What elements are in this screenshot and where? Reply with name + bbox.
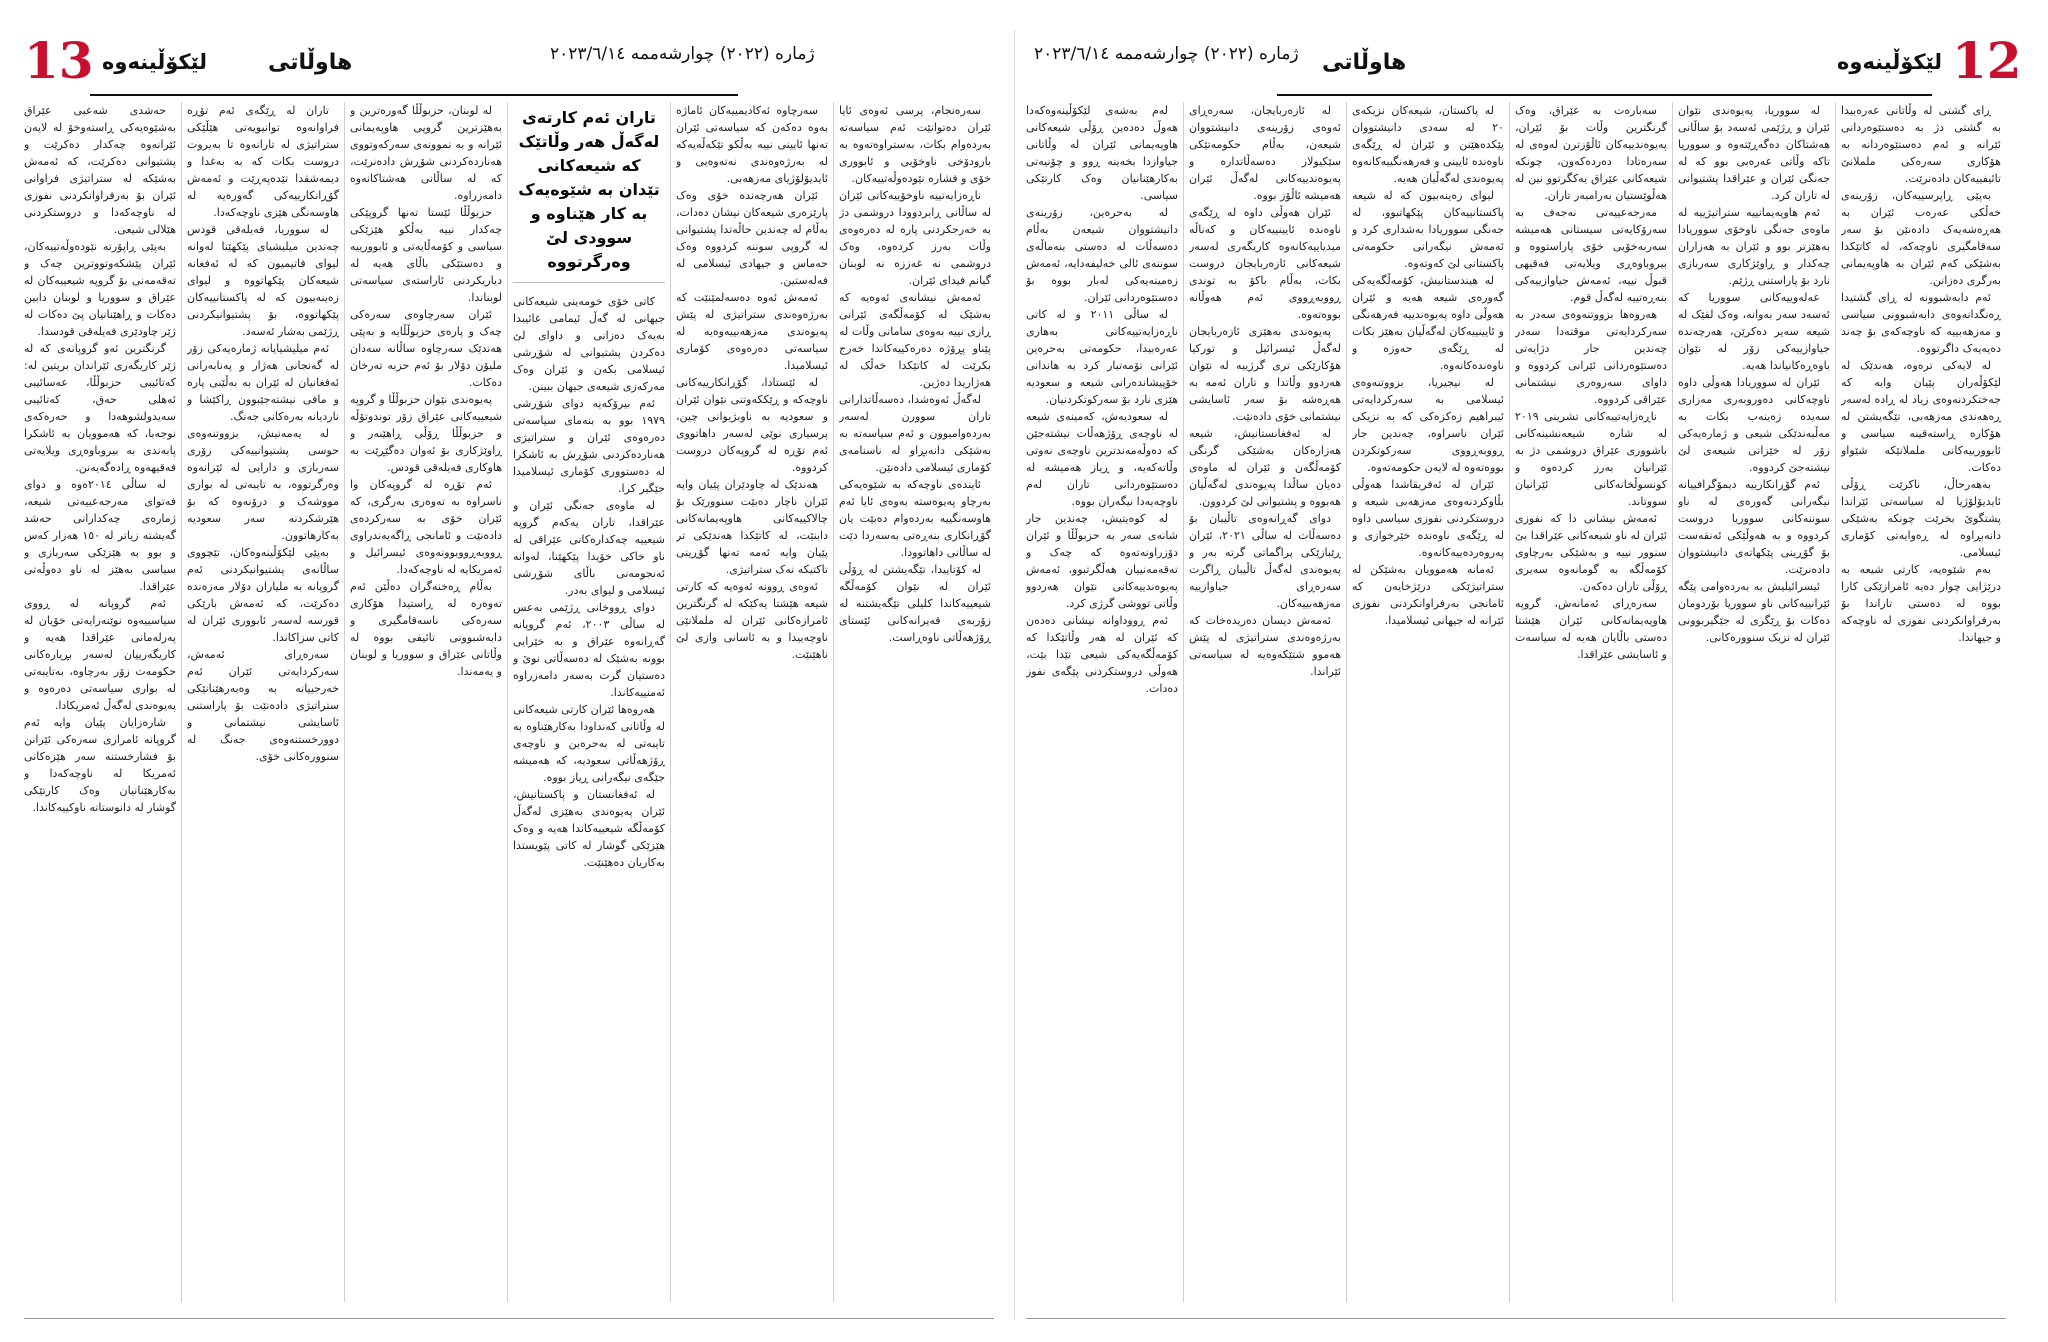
paragraph: بەڵام ڕەخنەگران دەڵێن ئەم تەوەرە لە ڕاستیدا هۆکاری سەرەکی ناسەقامگیری و دابەشبوونی تائیفی بووە لە وڵاتانی عێراق و سووریا و لوبنان و یەمەندا. xyxy=(350,580,502,678)
paragraph: سەرەنجام، پرسی ئەوەی ئایا ئێران دەتوانێت ئەم سیاسەتە بەردەوام بکات، بەستراوەتەوە بە بارودۆخی ناوخۆیی و ئابووری خۆی و فشارە نێودەوڵەتییەکان. xyxy=(839,104,991,185)
paragraph: ئەمەش ئەوە دەسەلمێنێت کە بەرژەوەندی ستراتیژی لە پێش پەیوەندی مەزهەبییەوەیە لە سیاسەتی دەرەوەی کۆماری ئیسلامیدا. xyxy=(676,291,828,372)
paragraph: لە ئێستادا، گۆڕانکارییەکانی ناوچەکە و ڕێککەوتنی نێوان ئێران و سعودیە بە ناوبژیوانی چین، پرسیاری نوێی لەسەر داهاتووی ئەم تۆڕە لە گروپەکان دروست کردووە. xyxy=(676,376,828,474)
paragraph: لە کوەیتیش، چەندین جار شانەی سەر بە حزبوڵڵا و ئێران دۆزراونەتەوە کە چەک و تەقەمەنییان هەڵگرتبوو، ئەمەش پەیوەندییەکانی نێوان هەردوو وڵاتی تووشی گرژی کرد. xyxy=(1026,512,1178,610)
newspaper-logo: هاوڵاتی xyxy=(268,50,353,75)
right-page-header xyxy=(1022,22,2029,92)
article-column xyxy=(1352,102,1504,1302)
footer-rule xyxy=(1026,1318,2006,1319)
paragraph: مەرجەعییەتی نەجەف بە سەرۆکایەتی سیستانی هەمیشە سەربەخۆیی خۆی پاراستووە و بیروباوەڕی ویلایەتی فەقیهی قبوڵ نییە، ئەمەش جیاوازییەکی بنەڕەتییە لەگەڵ قوم. xyxy=(1515,206,1667,304)
paragraph: ڕای گشتی لە وڵاتانی عەرەبیدا بە گشتی دژ بە دەستێوەردانی ئێرانە و ئەم دەستێوەردانە بە هۆکاری سەرەکی ململانێ تائیفییەکان دادەنرێت. xyxy=(1841,104,2001,185)
column-divider xyxy=(344,102,345,1302)
paragraph: ئێران هەرچەندە خۆی وەک پارێزەری شیعەکان نیشان دەدات، بەڵام لە چەندین حاڵەتدا پشتیوانی لە گروپی سوننە کردووە وەک حەماس و جیهادی ئیسلامی لە فەلەستین. xyxy=(676,189,828,287)
column-divider xyxy=(1346,102,1347,1302)
header-rule xyxy=(1277,94,1932,96)
paragraph: لە پاکستان، شیعەکان نزیکەی ٢٠ لە سەدی دانیشتووان پێکدەهێنن و ئێران لە ڕێگەی ناوەندە ئایینی و فەرهەنگییەکانەوە پەیوەندی لەگەڵیان هەیە. xyxy=(1352,104,1504,185)
article-column xyxy=(350,102,502,1302)
paragraph: گرنگترین ئەو گروپانەی کە لە ژێر کاریگەری ئێراندان بریتین لە: کەتائیبی حزبوڵڵا، عەسائیبی ئەهلی حەق، کەتائیبی سەیدولشوهەدا و حەرەکەی نوجەبا، کە هەموویان بە ئاشکرا پابەندی بە بیروباوەڕی ویلایەتی فەقیهەوە ڕادەگەیەنن. xyxy=(24,342,176,474)
paragraph: لە سعودیەش، کەمینەی شیعە لە ناوچەی ڕۆژهەڵات نیشتەجێن کە دەوڵەمەندترین ناوچەی نەوتی وڵاتەکەیە، و ڕیاز هەمیشە لە دەستێوەردانی تاران لەم ناوچەیەدا نیگەران بووە. xyxy=(1026,410,1178,508)
paragraph: بەپێی لێکۆڵینەوەکان، تێچووی ساڵانەی پشتیوانیکردنی ئەم گروپانە بە ملیاران دۆلار مەزەندە دەکرێت، کە ئەمەش بارێکی قورسە لەسەر ئابووری ئێران لە کاتی سزاکاندا. xyxy=(187,546,339,644)
paragraph: لە ئەفغانستان و پاکستانیش، ئێران پەیوەندی بەهێزی لەگەڵ کۆمەڵگە شیعییەکاندا هەیە و وەک هێزێکی گوشار لە کاتی پێویستدا بەکاریان دەهێنێت. xyxy=(513,788,665,869)
paragraph: لە لایەکی ترەوە، هەندێک لە لێکۆڵەران پێیان وایە کە جەختکردنەوەی زیاد لە ڕادە لەسەر ڕەهەندی مەزهەبی، تێگەیشتن لە هۆکارە ڕاستەقینە سیاسی و ئابوورییەکانی ململانێکە شێواو دەکات. xyxy=(1841,359,2001,474)
paragraph: ناڕەزایەتییەکانی تشرینی ٢٠١٩ لە شارە شیعەنشینەکانی باشووری عێراق دروشمی دژ بە ئێرانیان بەرز کردەوە و کونسوڵخانەکانی ئێرانیان سووتاند. xyxy=(1515,410,1667,508)
paragraph: ئیسرائیلیش بە بەردەوامی پێگە ئێرانییەکانی ناو سووریا بۆردومان دەکات بۆ ڕێگری لە جێگیربوونی ئێران لە نزیک سنوورەکانی. xyxy=(1678,580,1830,644)
paragraph: هەروەها ئێران کارتی شیعەکانی لە وڵاتانی کەنداودا بەکارهێناوە بە تایبەتی لە بەحرەین و ناوچەی ڕۆژهەڵاتی سعودیە، کە هەمیشە جێگەی نیگەرانی ڕیاز بووە. xyxy=(513,703,665,784)
article-column xyxy=(1515,102,1667,1302)
paragraph: ئێران لە سووریادا هەوڵی داوە ناوچەکانی دەوروبەری مەزاری سەیدە زەینەب بکات بە مەڵبەندێکی شیعی و ژمارەیەکی زۆر لە خێزانی شیعەی لێ نیشتەجێ کردووە. xyxy=(1678,376,1830,474)
paragraph: ئەم ڕووداوانە نیشانی دەدەن کە ئێران لە هەر وڵاتێکدا کە کۆمەڵگەیەکی شیعی تێدا بێت، هەوڵی دروستکردنی پێگەی نفوز دەدات. xyxy=(1026,614,1178,695)
paragraph: لە سووریا، پەیوەندی نێوان ئێران و ڕژێمی ئەسەد بۆ ساڵانی هەشتاکان دەگەڕێتەوە و سووریا تاکە وڵاتی عەرەبی بوو کە لە جەنگی ئێران و عێراقدا پشتیوانی لە تاران کرد. xyxy=(1678,104,1830,202)
article-column xyxy=(1189,102,1341,1302)
paragraph: ناڕەزایەتییە ناوخۆییەکانی ئێران لە ساڵانی ڕابردوودا دروشمی دژ بە خەرجکردنی پارە لە دەرەوەی وڵات بەرز کردەوە، وەک دروشمی نە غەززە نە لوبنان گیانم فیدای ئێران. xyxy=(839,189,991,287)
paragraph: بەهەرحاڵ، ناکرێت ڕۆڵی ئایدیۆلۆژیا لە سیاسەتی ئێراندا پشتگوێ بخرێت چونکە بەشێکی دانەبڕاوە لە ڕەوایەتی کۆماری ئیسلامی. xyxy=(1841,478,2001,559)
paragraph: بەپێی ڕاپۆرتە نێودەوڵەتییەکان، ئێران پێشکەوتووترین چەک و تەقەمەنی بۆ گروپە شیعییەکان لە عێراق و سووریا و لوبنان دابین دەکات و ڕاهێنانیان پێ دەکات لە ژێر چاودێری فەیلەقی قودسدا. xyxy=(24,240,176,338)
paragraph: دوای ڕووخانی ڕژێمی بەعس لە ساڵی ٢٠٠٣، ئەم گروپانە گەڕانەوە عێراق و بە خێرایی بوونە بەشێک لە دەسەڵاتی نوێ و دەستیان گرت بەسەر دامەزراوە ئەمنییەکاندا. xyxy=(513,601,665,699)
paragraph: لە سووریا، فەیلەقی قودس چەندین میلیشیای پێکهێنا لەوانە لیوای فاتیمیون کە لە ئەفغانە شیعەکان پێکهاتووە و لیوای زەینەبیون کە لە پاکستانییەکان پێکهاتووە، بۆ پشتیوانیکردنی ڕژێمی بەشار ئەسەد. xyxy=(187,223,339,338)
page-number: 13 xyxy=(24,31,94,90)
column-divider xyxy=(507,102,508,1302)
paragraph: دوای گەڕانەوەی تاڵیبان بۆ دەسەڵات لە ساڵی ٢٠٢١، ئێران ڕێبازێکی پراگماتی گرتە بەر و پەیوەندی لەگەڵ تاڵیبان ڕاگرت سەرەڕای جیاوازییە مەزهەبییەکان. xyxy=(1189,512,1341,610)
paragraph: ئەمەش دیسان دەریدەخات کە بەرژەوەندی ستراتیژی لە پێش هەموو شتێکەوەیە لە سیاسەتی ئێراندا. xyxy=(1189,614,1341,678)
article-column xyxy=(1678,102,1830,1302)
paragraph: هەندێک لە چاودێران پێیان وایە ئێران ناچار دەبێت سنوورێک بۆ چالاکییەکانی هاوپەیمانەکانی دابنێت، لە کاتێکدا هەندێکی تر پێیان وایە ئەمە تەنها گۆڕینی تاکتیکە نەک ستراتیژی. xyxy=(676,478,828,576)
column-divider xyxy=(181,102,182,1302)
paragraph: ئەم دابەشبوونە لە ڕای گشتیدا ڕەنگدانەوەی دابەشبوونی سیاسی و مەزهەبییە کە ناوچەکەی بۆ چەند دەیەیەک داگرتووە. xyxy=(1841,291,2001,355)
right-page xyxy=(1022,0,2029,1342)
paragraph: لەگەڵ ئەوەشدا، دەسەڵاتدارانی تاران سوورن لەسەر بەردەوامبوون و ئەم سیاسەتە بە بەشێکی دانەبڕاو لە ناسنامەی کۆماری ئیسلامی دادەنێن. xyxy=(839,393,991,474)
paragraph: لیوای زەینەبیون کە لە شیعە پاکستانییەکان پێکهاتبوو، لە جەنگی سووریادا بەشداری کرد و ئەمەش نیگەرانی حکومەتی پاکستانی لێ کەوتەوە. xyxy=(1352,189,1504,270)
paragraph: لە ساڵی ٢٠١١ و لە کاتی ناڕەزایەتییەکانی بەهاری عەرەبیدا، حکومەتی بەحرەین ئێرانی تۆمەتبار کرد بە هاندانی خۆپیشاندەرانی شیعە و سعودیە هێزی نارد بۆ سەرکوتکردنیان. xyxy=(1026,308,1178,406)
article-column-with-headline xyxy=(513,102,665,1302)
paragraph: ئێران لە ئەفریقاشدا هەوڵی بڵاوکردنەوەی مەزهەبی شیعە و دروستکردنی نفوزی سیاسی داوە لە ڕێگەی ناوەندە خێرخوازی و پەروەردەییەکانەوە. xyxy=(1352,478,1504,559)
paragraph: ئایندەی ناوچەکە بە شێوەیەکی بەرچاو پەیوەستە بەوەی ئایا ئەم هاوسەنگییە بەردەوام دەبێت یان گۆڕانکاری بنەڕەتی بەسەردا دێت لە ساڵانی داهاتوودا. xyxy=(839,478,991,559)
paragraph: حزبوڵڵا ئێستا تەنها گروپێکی چەکدار نییە بەڵکو هێزێکی سیاسی و کۆمەڵایەتی و ئابوورییە و دەستێکی باڵای هەیە لە دیاریکردنی ئاراستەی سیاسەتی لوبناندا. xyxy=(350,206,502,304)
column-divider xyxy=(1183,102,1184,1302)
left-page-body xyxy=(20,102,1027,1302)
paragraph: کاتی خۆی خومەینی شیعەکانی جیهانی لە گەڵ ئیمامی غائیبدا بەیەک دەزانی و داوای لێ دەکردن پشتیوانی لە شۆڕشی ئیسلامی بکەن و ئێران وەک مەرکەزی شیعەی جیهان ببینن. xyxy=(513,295,665,393)
paragraph: ئەم بیرۆکەیە دوای شۆڕشی ١٩٧٩ بوو بە بنەمای سیاسەتی دەرەوەی ئێران و ستراتیژی هەناردەکردنی شۆڕش بە ئاشکرا لە دەستووری کۆماری ئیسلامیدا جێگیر کرا. xyxy=(513,397,665,495)
paragraph: ئەمەش نیشانی دا کە نفوزی ئێران لە ناو شیعەکانی عێراقدا بێ سنوور نییە و بەشێکی بەرچاوی کۆمەڵگە بە گومانەوە سەیری ڕۆڵی تاران دەکەن. xyxy=(1515,512,1667,593)
paragraph: عەلەوییەکانی سووریا کە ئەسەد سەر بەوانە، وەک لقێک لە شیعە سەیر دەکرێن، هەرچەندە جیاوازییەکی زۆر لە نێوان باوەڕەکانیاندا هەیە. xyxy=(1678,291,1830,372)
paragraph: شارەزایان پێیان وایە ئەم گروپانە ئامرازی سەرەکی ئێرانن بۆ فشارخستنە سەر هێزەکانی ئەمریکا لە ناوچەکەدا و بەکارهێنانیان وەک کارتێکی گوشار لە دانوستانە ناوکییەکاندا. xyxy=(24,716,176,814)
paragraph: تاران لە ڕێگەی ئەم تۆڕە فراوانەوە توانیویەتی هێڵێکی ستراتیژی لە تارانەوە تا بەیروت دروست بکات کە بە بەغدا و دیمەشقدا تێدەپەڕێت و ئەمەش گۆڕانکارییەکی گەورەیە لە هاوسەنگی هێزی ناوچەکەدا. xyxy=(187,104,339,219)
paragraph: لە یەمەنیش، بزووتنەوەی حوسی پشتیوانییەکی زۆری سەربازی و دارایی لە ئێرانەوە وەرگرتووە، بە تایبەتی لە بواری مووشەک و درۆنەوە کە بۆ هێرشکردنە سەر سعودیە بەکارهاتوون. xyxy=(187,427,339,542)
paragraph: ئێران سەرچاوەی سەرەکی چەک و پارەی حزبوڵڵایە و بەپێی هەندێک سەرچاوە ساڵانە سەدان ملیۆن دۆلار بۆ ئەم حزبە تەرخان دەکات. xyxy=(350,308,502,389)
paragraph: لەم بەشەی لێکۆڵینەوەکەدا هەوڵ دەدەین ڕۆڵی شیعەکانی هاوپەیمانی ئێران لە وڵاتانی جیاوازدا بخەینە ڕوو و چۆنیەتی بەکارهێنانیان وەک کارتێکی سیاسی. xyxy=(1026,104,1178,202)
issue-line: ژمارە (٢٠٢٢) چوارشەممە ٢٠٢٣/٦/١٤ xyxy=(1034,44,1299,64)
column-divider xyxy=(1509,102,1510,1302)
paragraph: سەرچاوە ئەکادیمییەکان ئاماژە بەوە دەکەن کە سیاسەتی ئێران تەنها ئایینی نییە بەڵکو تێکەڵەیەکە لە بەرژەوەندی نەتەوەیی و ئایدیۆلۆژیای مەزهەبی. xyxy=(676,104,828,185)
paragraph: لە هیندستانیش، کۆمەڵگەیەکی گەورەی شیعە هەیە و ئێران هەوڵی داوە پەیوەندییە فەرهەنگی و ئایینییەکان لەگەڵیان بەهێز بکات لە ڕێگەی حەوزە و ناوەندەکانەوە. xyxy=(1352,274,1504,372)
right-page-body xyxy=(1022,102,2029,1302)
column-divider xyxy=(1672,102,1673,1302)
column-divider xyxy=(670,102,671,1302)
section-title: لێکۆڵینەوە xyxy=(1837,50,1943,74)
paragraph: ئەوەی ڕوونە ئەوەیە کە کارتی شیعە هێشتا یەکێکە لە گرنگترین ئامرازەکانی ئێران لە ململانێی ناوچەییدا و بە ئاسانی وازی لێ ناهێنێت. xyxy=(676,580,828,661)
paragraph: ئێران هەوڵی داوە لە ڕێگەی ناوەندە ئایینییەکان و کەناڵە میدیاییەکانەوە کاریگەری لەسەر شیعەکانی ئازەربایجان دروست بکات، بەڵام باکۆ بە توندی ڕووبەڕووی ئەم هەوڵانە بووەتەوە. xyxy=(1189,206,1341,321)
paragraph: سەرەڕای ئەمەش، سەرکردایەتی ئێران ئەم خەرجییانە بە وەبەرهێنانێکی ستراتیژی دادەنێت بۆ پاراستنی ئاسایشی نیشتمانی و دوورخستنەوەی جەنگ لە سنوورەکانی خۆی. xyxy=(187,648,339,763)
article-column xyxy=(839,102,991,1302)
paragraph: بەپێی ڕاپرسییەکان، زۆرینەی خەڵکی عەرەب ئێران بە هەڕەشەیەک دادەنێن بۆ سەر سەقامگیری ناوچەکە، لە کاتێکدا بەشێکی کەم ئێران بە هاوپەیمانی بەرگری دەزانن. xyxy=(1841,189,2001,287)
paragraph: پەیوەندی بەهێزی ئازەربایجان لەگەڵ ئیسرائیل و تورکیا هۆکارێکی تری گرژییە لە نێوان هەردوو وڵاتدا و تاران ئەمە بە هەڕەشە بۆ سەر ئاسایشی نیشتمانی خۆی دادەنێت. xyxy=(1189,325,1341,423)
paragraph: ئەم میلیشیایانە ژمارەیەکی زۆر لە گەنجانی هەژار و پەنابەرانی ئەفغانیان لە ئێران بە بەڵێنی پارە و مافی نیشتەجێبوون ڕاکێشا و ناردیانە بەرەکانی جەنگ. xyxy=(187,342,339,423)
paragraph: سەرەڕای ئەمانەش، گروپە هاوپەیمانەکانی ئێران هێشتا دەستی باڵایان هەیە لە سیاسەت و ئاسایشی عێراقدا. xyxy=(1515,597,1667,661)
article-headline: تاران ئەم کارتەی لەگەڵ هەر وڵاتێک کە شیعەکانی تێدان بە شێوەیەک بە کار هێناوە و سوودی لێ وەرگرتووە xyxy=(513,102,665,283)
paragraph: ئەم گروپانە لە ڕووی سیاسییەوە نوێنەرایەتی خۆیان لە پەرلەمانی عێراقدا هەیە و کاریگەرییان لەسەر بڕیارەکانی حکومەت زۆر بەرچاوە، بەتایبەتی لە بواری سیاسەتی دەرەوە و پەیوەندی لەگەڵ ئەمریکادا. xyxy=(24,597,176,712)
left-page-header xyxy=(20,22,1027,92)
header-rule xyxy=(90,94,738,96)
section-title: لێکۆڵینەوە xyxy=(102,50,208,74)
footer-rule xyxy=(24,1318,994,1319)
column-divider xyxy=(1835,102,1836,1302)
article-column xyxy=(676,102,828,1302)
paragraph: سەبارەت بە عێراق، وەک گرنگترین وڵات بۆ ئێران، پەیوەندییەکان ئاڵۆزترن لەوەی لە سەرەتادا دەردەکەون، چونکە شیعەکانی عێراق یەکگرتوو نین لە هەڵوێستیان بەرامبەر تاران. xyxy=(1515,104,1667,202)
paragraph: لە ئەفغانستانیش، شیعە هەزارەکان بەشێکی گرنگی کۆمەڵگەن و ئێران لە ماوەی دەیان ساڵدا پەیوەندی لەگەڵیان هەبووە و پشتیوانی لێ کردوون. xyxy=(1189,427,1341,508)
paragraph: پەیوەندی نێوان حزبوڵڵا و گروپە شیعییەکانی عێراق زۆر توندوتۆڵە و حزبوڵڵا ڕۆڵی ڕاهێنەر و ڕاوێژکاری بۆ ئەوان دەگێڕێت بە هاوکاری فەیلەقی قودس. xyxy=(350,393,502,474)
paragraph: لە ساڵی ٢٠١٤ەوە و دوای فەتوای مەرجەعییەتی شیعە، ژمارەی چەکدارانی حەشد گەیشتە زیاتر لە ١٥٠ هەزار کەس و بوو بە هێزێکی سەربازی و سیاسی بەهێز لە ناو دەوڵەتی عێراقدا. xyxy=(24,478,176,593)
left-page xyxy=(20,0,1027,1342)
paragraph: لە نیجیریا، بزووتنەوەی ئیسلامی بە سەرکردایەتی ئیبراهیم زەکزەکی کە بە نزیکی ئێران ناسراوە، چەندین جار ڕووبەڕووی سەرکوتکردن بووەتەوە لە لایەن حکومەتەوە. xyxy=(1352,376,1504,474)
paragraph: ئەم تۆڕە لە گروپەکان وا ناسراوە بە تەوەری بەرگری، کە ئێران خۆی بە سەرکردەی دادەنێت و ئامانجی ڕاگەیەندراوی ڕووبەڕووبوونەوەی ئیسرائیل و ئەمریکایە لە ناوچەکەدا. xyxy=(350,478,502,576)
paragraph: ئەم گۆڕانکارییە دیمۆگرافییانە نیگەرانی گەورەی لە ناو سوننەکانی سووریا دروست کردووە و بە هەوڵێکی ئەنقەست بۆ گۆڕینی پێکهاتەی دانیشتووان دادەنرێت. xyxy=(1678,478,1830,576)
paragraph: ئەمانە هەموویان بەشێکن لە ستراتیژێکی درێژخایەن کە ئامانجی بەرفراوانکردنی نفوزی ئێرانە لە جیهانی ئیسلامیدا. xyxy=(1352,563,1504,627)
paragraph: لە ئازەربایجان، سەرەڕای ئەوەی زۆرینەی دانیشتووان شیعەن، بەڵام حکومەتێکی سێکیولار دەسەڵاتدارە و پەیوەندییەکانی لەگەڵ ئێران هەمیشە ئاڵۆز بووە. xyxy=(1189,104,1341,202)
paragraph: بەم شێوەیە، کارتی شیعە بە درێژایی چوار دەیە ئامرازێکی کارا بووە لە دەستی تاراندا بۆ بەرفراوانکردنی نفوزی لە ناوچەکە و جیهاندا. xyxy=(1841,563,2001,644)
paragraph: هەروەها بزووتنەوەی سەدر بە سەرکردایەتی موقتەدا سەدر چەندین جار دژایەتی دەستێوەردانی ئێرانی کردووە و داوای سەروەری نیشتمانی عێراقی کردووە. xyxy=(1515,308,1667,406)
newspaper-logo: هاوڵاتی xyxy=(1322,50,1407,75)
page-number: 12 xyxy=(1952,31,2022,90)
paragraph: ئەمەش نیشانەی ئەوەیە کە بەشێک لە کۆمەڵگەی ئێرانی ڕازی نییە بەوەی سامانی وڵات لە پێناو پڕۆژە دەرەکییەکاندا خەرج بکرێت لە کاتێکدا خەڵک لە هەژاریدا دەژین. xyxy=(839,291,991,389)
paragraph: حەشدی شەعبی عێراق بەشێوەیەکی ڕاستەوخۆ لە لایەن ئێرانەوە چەکدار دەکرێت و پشتیوانی دەکرێت، کە ئەمەش بەشێکە لە ستراتیژی فراوانی ئێران بۆ بەرفراوانکردنی نفوزی لە ناوچەکەدا و دروستکردنی هێلالی شیعی. xyxy=(24,104,176,236)
paragraph: لە بەحرەین، زۆرینەی دانیشتووان شیعەن بەڵام دەسەڵات لە دەستی بنەماڵەی سوننەی ئالی خەلیفەدایە، ئەمەش زەمینەیەکی لەبار بووە بۆ دەستێوەردانی ئێران. xyxy=(1026,206,1178,304)
article-column xyxy=(24,102,176,1302)
paragraph: لە لوبنان، حزبوڵڵا گەورەترین و بەهێزترین گروپی هاوپەیمانی ئێرانە و بە نموونەی سەرکەوتووی هەناردەکردنی شۆڕش دادەنرێت، کە لە ساڵانی هەشتاکانەوە دامەزراوە. xyxy=(350,104,502,202)
paragraph: لە ماوەی جەنگی ئێران و عێراقدا، تاران یەکەم گروپە شیعییە چەکدارەکانی عێراقی لە ناو خاکی خۆیدا پێکهێنا، لەوانە ئەنجومەنی باڵای شۆڕشی ئیسلامی و لیوای بەدر. xyxy=(513,499,665,597)
article-column xyxy=(1841,102,2001,1302)
article-column xyxy=(187,102,339,1302)
paragraph: ئەم هاوپەیمانییە ستراتیژییە لە ماوەی جەنگی ناوخۆی سووریادا بەهێزتر بوو و ئێران بە هەزاران چەکدار و ڕاوێژکاری سەربازی نارد بۆ پاراستنی ڕژێم. xyxy=(1678,206,1830,287)
column-divider xyxy=(833,102,834,1302)
issue-line: ژمارە (٢٠٢٢) چوارشەممە ٢٠٢٣/٦/١٤ xyxy=(550,44,815,64)
paragraph: لە کۆتاییدا، تێگەیشتن لە ڕۆڵی ئێران لە نێوان کۆمەڵگە شیعییەکاندا کلیلی تێگەیشتنە لە زۆربەی قەیرانەکانی ئێستای ڕۆژهەڵاتی ناوەڕاست. xyxy=(839,563,991,644)
article-column xyxy=(1026,102,1178,1302)
